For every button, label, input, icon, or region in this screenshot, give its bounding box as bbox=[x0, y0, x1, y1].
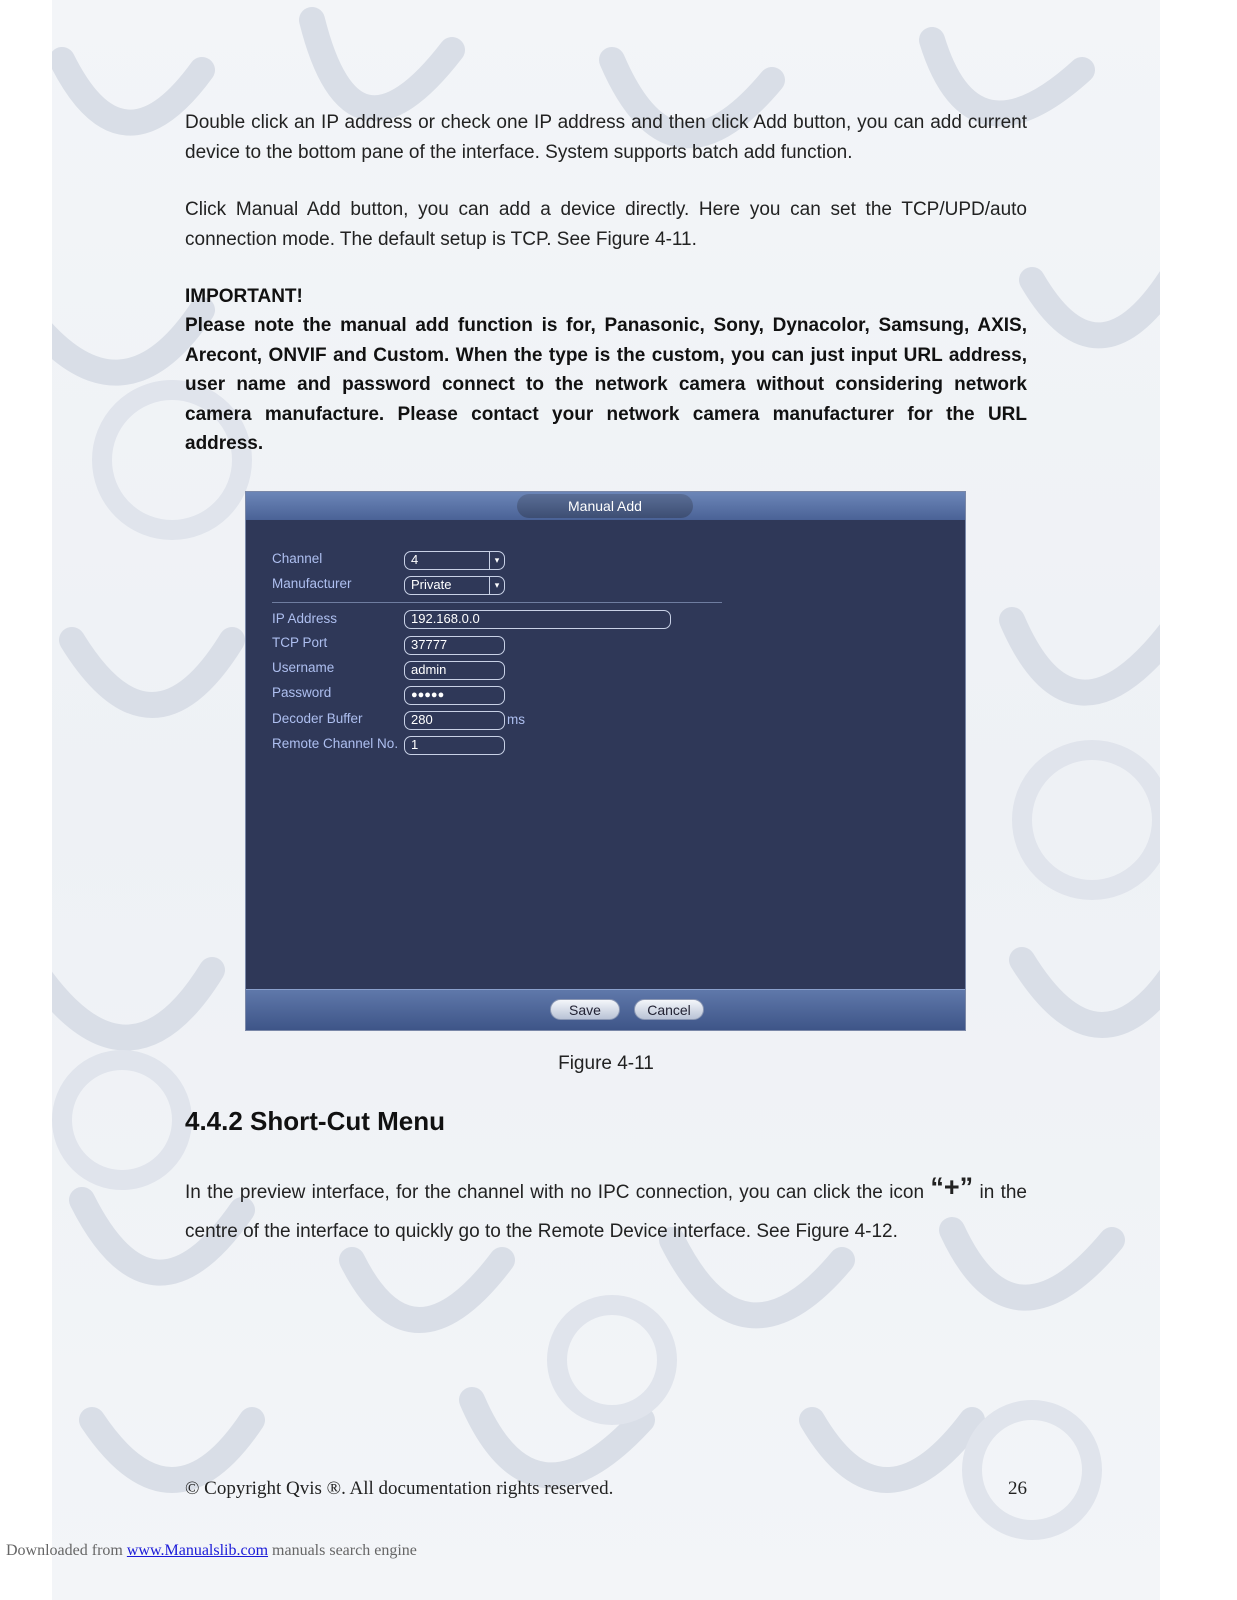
cancel-button[interactable]: Cancel bbox=[634, 999, 704, 1020]
intro-paragraph: Double click an IP address or check one IP address and then click Add button, you can add current device to the bottom pane of the interface. System supports batch add function. bbox=[185, 112, 1027, 163]
manufacturer-select[interactable] bbox=[404, 576, 505, 595]
shortcut-text-end: in the centre of the interface to quickly go to the Remote Device interface. See Figure 4-12. bbox=[185, 1182, 1028, 1242]
shortcut-paragraph bbox=[185, 1168, 1027, 1251]
manufacturer-label: Manufacturer bbox=[272, 576, 352, 591]
username-input[interactable]: admin bbox=[404, 661, 505, 680]
important-heading: IMPORTANT! bbox=[185, 286, 303, 307]
decoder-buffer-input[interactable]: 280 bbox=[404, 711, 505, 730]
copyright-footer: © Copyright Qvis ®. All documentation rights reserved. bbox=[185, 1478, 614, 1499]
download-banner bbox=[6, 1542, 417, 1560]
chevron-down-icon[interactable]: ▾ bbox=[489, 552, 504, 569]
decoder-buffer-label: Decoder Buffer bbox=[272, 711, 363, 726]
field-divider bbox=[272, 602, 722, 603]
download-suffix: manuals search engine bbox=[272, 1542, 417, 1559]
chevron-down-icon[interactable]: ▾ bbox=[489, 577, 504, 594]
shortcut-text-start: In the preview interface, for the channel with no IPC connection, you can click the icon bbox=[185, 1182, 925, 1203]
password-input[interactable]: ●●●●● bbox=[404, 686, 505, 705]
save-button[interactable]: Save bbox=[550, 999, 620, 1020]
manualslib-link[interactable]: www.Manualslib.com bbox=[126, 1542, 269, 1559]
section-heading: 4.4.2 Short-Cut Menu bbox=[185, 1106, 446, 1136]
manufacturer-value: Private bbox=[411, 577, 452, 592]
channel-label: Channel bbox=[272, 551, 323, 566]
download-prefix: Downloaded from bbox=[6, 1542, 123, 1559]
page-number: 26 bbox=[1008, 1478, 1027, 1499]
ip-address-input[interactable]: 192.168.0.0 bbox=[404, 610, 671, 629]
remote-channel-input[interactable]: 1 bbox=[404, 736, 505, 755]
username-label: Username bbox=[272, 660, 335, 675]
important-note: Please note the manual add function is for, Panasonic, Sony, Dynacolor, Samsung, AXIS, Arecont, ONVIF and Custom. When the type is the custom, you can just input URL address, user name and password connect to the network camera without considering network camera manufacture. Please contact your network camera manufacturer for the URL address. bbox=[185, 315, 1027, 454]
dialog-title-bar bbox=[246, 492, 965, 520]
tcp-port-label: TCP Port bbox=[272, 635, 328, 650]
dialog-title: Manual Add bbox=[517, 494, 693, 518]
remote-channel-label: Remote Channel No. bbox=[272, 736, 399, 751]
manual-add-dialog bbox=[245, 491, 966, 1031]
manual-add-paragraph: Click Manual Add button, you can add a device directly. Here you can set the TCP/UPD/auto connection mode. The default setup is TCP. See Figure 4-11. bbox=[185, 199, 1027, 250]
figure-caption: Figure 4-11 bbox=[558, 1053, 654, 1074]
tcp-port-input[interactable]: 37777 bbox=[404, 636, 505, 655]
document-page bbox=[52, 0, 1160, 1600]
dialog-button-bar bbox=[246, 989, 965, 1030]
ip-address-label: IP Address bbox=[272, 611, 338, 626]
channel-value: 4 bbox=[411, 552, 419, 567]
plus-icon: “+” bbox=[930, 1172, 974, 1202]
password-label: Password bbox=[272, 685, 332, 700]
channel-select[interactable] bbox=[404, 551, 505, 570]
decoder-buffer-unit: ms bbox=[507, 712, 525, 727]
